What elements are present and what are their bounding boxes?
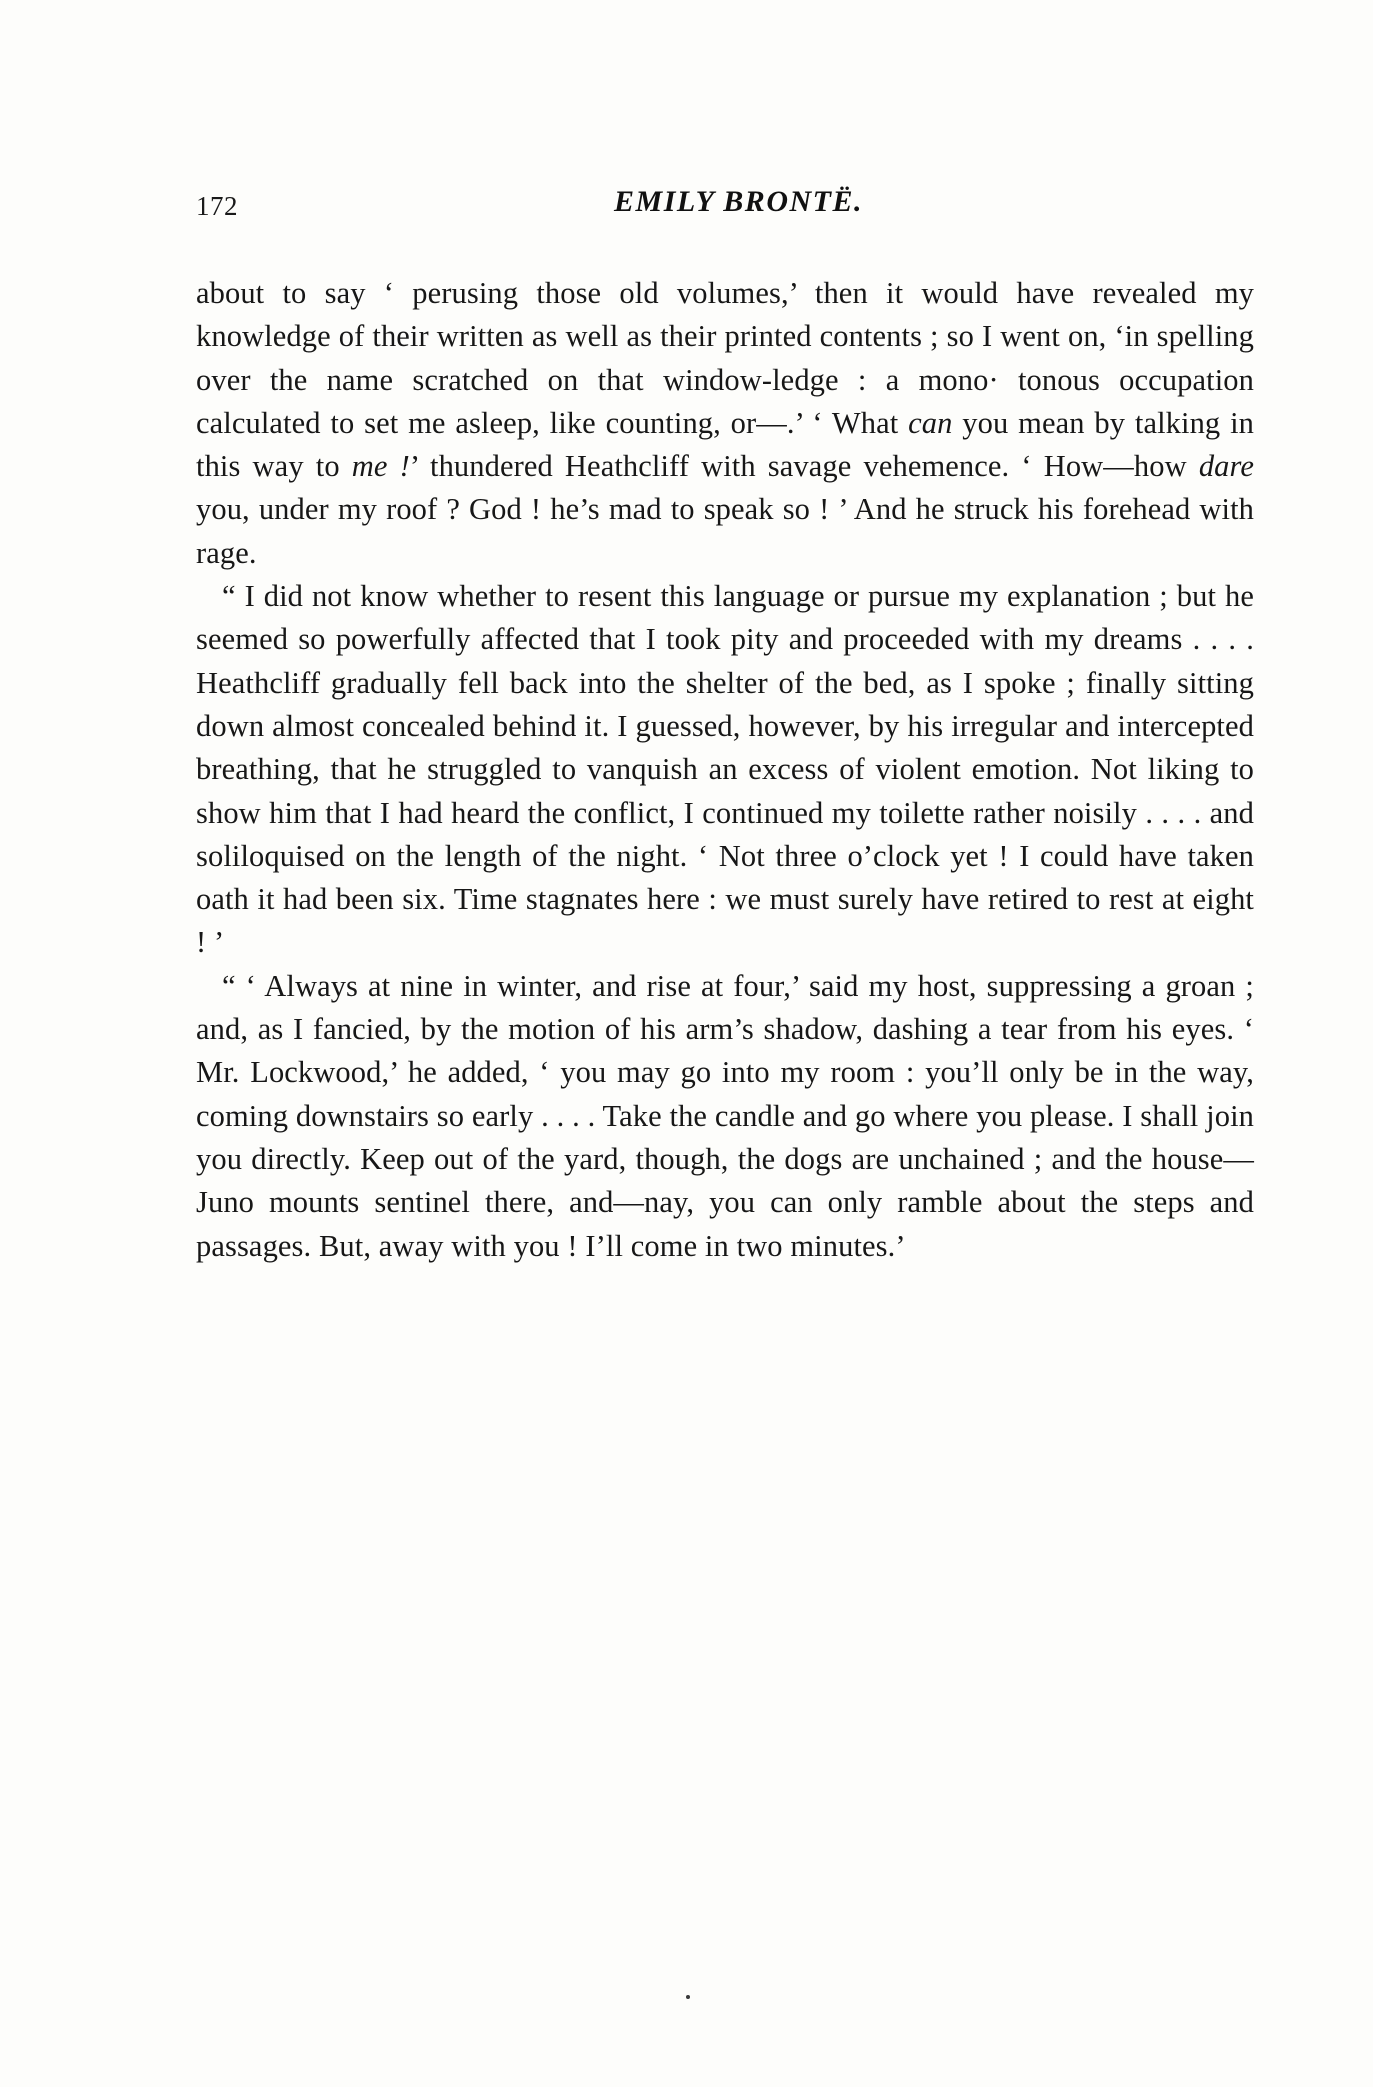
running-title: EMILY BRONTË. [614, 185, 863, 218]
paragraph: “ ‘ Always at nine in winter, and rise at four,’ said my host, suppressing a groan ; and, as I fancied, by the motion of his arm’s shadow, dashing a tear from his eyes. ‘ Mr. Lockwood,’ he added, ‘ you may go into my room : you’ll only be in the way, coming downstairs so early . . . . Take the candle and go where you please. I shall join you directly. Keep out of the yard, though, the dogs are unchained ; and the house—Juno mounts sentinel there, and—nay, you can only ramble about the steps and passages. But, away with you ! I’ll come in two minutes.’ [196, 968, 1254, 1263]
page-body [196, 272, 1254, 1268]
page-number: 172 [196, 191, 238, 221]
paragraph: “ I did not know whether to resent this language or pursue my explanation ; but he seemed so powerfully affected that I took pity and proceeded with my dreams . . . . Heathcliff gradually fell back into the shelter of the bed, as I spoke ; finally sitting down almost concealed behind it. I guessed, however, by his irregular and intercepted breathing, that he struggled to vanquish an excess of violent emotion. Not liking to show him that I had heard the conflict, I continued my toilette rather noisily . . . . and soliloquised on the length of the night. ‘ Not three o’clock yet ! I could have taken oath it had been six. Time stagnates here : we must surely have retired to rest at eight ! ’ [196, 579, 1254, 960]
page-header [196, 185, 1251, 227]
paragraph: about to say ‘ perusing those old volumes,’ then it would have revealed my knowledge of their written as well as their printed contents ; so I went on, ‘in spelling over the name scratched on that window-ledge : a mono· tonous occupation calculated to set me asleep, like counting, or—.’ ‘ What can you mean by talking in this way to me !’ thundered Heathcliff with savage vehemence. ‘ How—how dare you, under my roof ? God ! he’s mad to speak so ! ’ And he struck his forehead with rage. [196, 276, 1255, 570]
page-footer-mark [686, 1995, 690, 1999]
